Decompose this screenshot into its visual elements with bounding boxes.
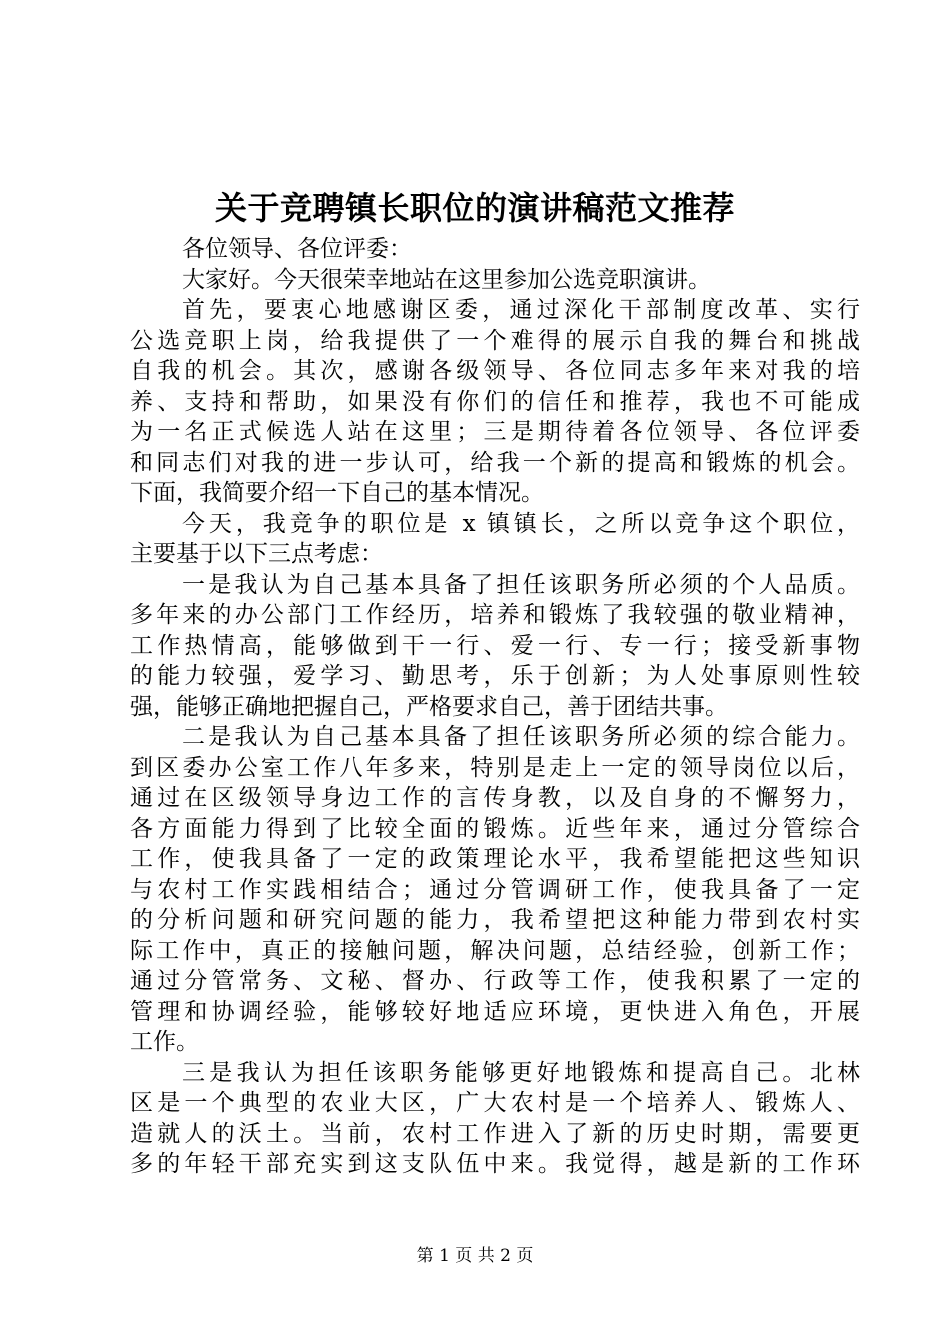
text-line: 养、支持和帮助，如果没有你们的信任和推荐，我也不可能成	[130, 388, 860, 415]
text-line: 主要基于以下三点考虑：	[130, 541, 383, 567]
text-line: 际工作中，真正的接触问题，解决问题，总结经验，创新工作；	[130, 937, 860, 964]
text-line: 和同志们对我的进一步认可，给我一个新的提高和锻炼的机会。	[130, 449, 860, 476]
text-line: 工作，使我具备了一定的政策理论水平，我希望能把这些知识	[130, 846, 860, 872]
text-line: 区是一个典型的农业大区，广大农村是一个培养人、锻炼人、	[130, 1090, 860, 1116]
text-line: 工作。	[130, 1029, 199, 1055]
document-body	[130, 234, 860, 1180]
text-line: 今天，我竞争的职位是 x 镇镇长，之所以竞争这个职位，	[182, 510, 860, 537]
text-line: 的能力较强，爱学习、勤思考，乐于创新；为人处事原则性较	[130, 663, 860, 689]
text-line: 多年来的办公部门工作经历，培养和锻炼了我较强的敬业精神，	[130, 602, 860, 628]
text-line: 自我的机会。其次，感谢各级领导、各位同志多年来对我的培	[130, 358, 860, 384]
text-line: 到区委办公室工作八年多来，特别是走上一定的领导岗位以后，	[130, 754, 860, 781]
text-line: 各位领导、各位评委：	[182, 236, 412, 262]
text-line: 强，能够正确地把握自己，严格要求自己，善于团结共事。	[130, 693, 728, 720]
text-line: 工作热情高，能够做到干一行、爱一行、专一行；接受新事物	[130, 632, 860, 659]
text-line: 多的年轻干部充实到这支队伍中来。我觉得，越是新的工作环	[130, 1151, 860, 1177]
text-line: 的分析问题和研究问题的能力，我希望把这种能力带到农村实	[130, 907, 860, 933]
text-line: 各方面能力得到了比较全面的锻炼。近些年来，通过分管综合	[130, 815, 860, 842]
text-line: 二是我认为自己基本具备了担任该职务所必须的综合能力。	[182, 724, 860, 750]
text-line: 一是我认为自己基本具备了担任该职务所必须的个人品质。	[182, 571, 860, 598]
document-title: 关于竞聘镇长职位的演讲稿范文推荐	[214, 189, 735, 227]
text-line: 首先，要衷心地感谢区委，通过深化干部制度改革、实行	[182, 297, 860, 323]
text-line: 公选竞职上岗，给我提供了一个难得的展示自我的舞台和挑战	[130, 327, 860, 354]
page-footer: 第 1 页 共 2 页	[416, 1246, 534, 1266]
text-line: 管理和协调经验，能够较好地适应环境，更快进入角色，开展	[130, 998, 860, 1025]
text-line: 造就人的沃土。当前，农村工作进入了新的历史时期，需要更	[130, 1120, 860, 1147]
text-line: 与农村工作实践相结合；通过分管调研工作，使我具备了一定	[130, 876, 860, 903]
text-line: 三是我认为担任该职务能够更好地锻炼和提高自己。北林	[182, 1059, 860, 1086]
text-line: 为一名正式候选人站在这里；三是期待着各位领导、各位评委	[130, 419, 860, 445]
text-line: 大家好。今天很荣幸地站在这里参加公选竞职演讲。	[182, 266, 711, 293]
text-line: 通过分管常务、文秘、督办、行政等工作，使我积累了一定的	[130, 968, 860, 994]
text-line: 下面，我简要介绍一下自己的基本情况。	[130, 480, 544, 506]
text-line: 通过在区级领导身边工作的言传身教，以及自身的不懈努力，	[130, 785, 860, 811]
